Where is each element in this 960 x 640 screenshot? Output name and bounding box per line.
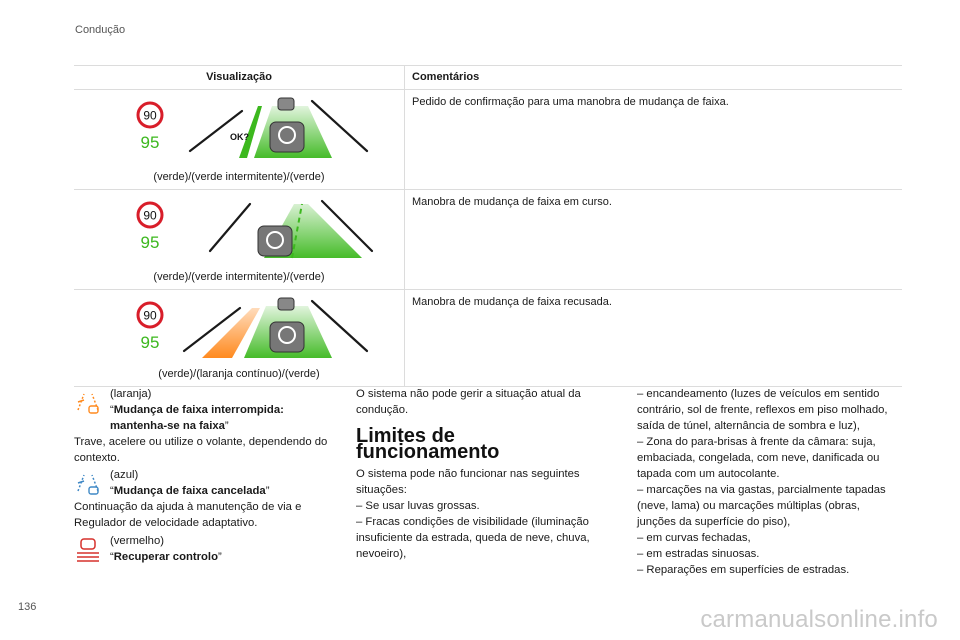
section-header: Condução [75, 24, 126, 36]
comment-text: Pedido de confirmação para uma manobra de mudança de faixa. [412, 96, 729, 108]
display-caption: (verde)/(verde intermitente)/(verde) [153, 271, 325, 283]
display-table [74, 65, 902, 387]
current-speed-value: 95 [140, 133, 160, 152]
alert-title: “Mudança de faixa cancelada” [110, 485, 270, 497]
table-row [74, 89, 902, 189]
alert-item [74, 467, 336, 499]
lane-change-confirm-illustration [132, 96, 422, 166]
display-caption: (verde)/(laranja contínuo)/(verde) [158, 368, 320, 380]
alert-title-text: Mudança de faixa interrompida: mantenha-se na faixa [110, 404, 284, 432]
current-speed-value: 95 [140, 333, 160, 352]
take-control-red-icon [74, 535, 102, 563]
current-speed-value: 95 [140, 233, 160, 252]
list-item: – Se usar luvas grossas. [356, 500, 480, 512]
list-item: – Fracas condições de visibilidade (iluminação insuficiente da estrada, queda de neve, chuva, nevoeiro), [356, 516, 590, 560]
alert-item [74, 533, 336, 565]
list-item: – Reparações em superfícies de estradas. [637, 564, 850, 576]
alert-title: “Mudança de faixa interrompida: mantenha-se na faixa” [110, 404, 284, 432]
speed-limit-value: 90 [143, 308, 157, 323]
column-header-display: Visualização [206, 71, 272, 83]
page-number: 136 [18, 601, 37, 613]
alert-color-label: (vermelho) [110, 535, 164, 547]
alert-title-text: Recuperar controlo [113, 551, 218, 563]
alerts-column [74, 386, 336, 565]
table-row [74, 189, 902, 289]
table-row [74, 289, 902, 387]
lane-assist-orange-icon [74, 388, 102, 416]
display-cell [74, 190, 404, 289]
lane-change-refused-illustration [132, 296, 422, 366]
column-header-comments: Comentários [412, 71, 480, 83]
alert-color-label: (azul) [110, 469, 139, 481]
right-column [637, 386, 899, 578]
list-item: – Zona do para-brisas à frente da câmara: suja, embaciada, congelada, com neve, danificada ou tapada com um autocolante. [637, 436, 880, 480]
lane-change-in-progress-illustration [132, 196, 422, 266]
watermark: carmanualsonline.info [700, 606, 938, 633]
list-item: – em estradas sinuosas. [637, 548, 760, 560]
comment-text: Manobra de mudança de faixa recusada. [412, 296, 612, 308]
lead-text: O sistema pode não funcionar nas seguintes situações: [356, 468, 580, 496]
alert-title: “Recuperar controlo” [110, 551, 222, 563]
speed-limit-value: 90 [143, 108, 157, 123]
comment-text: Manobra de mudança de faixa em curso. [412, 196, 612, 208]
list-item: – encandeamento (luzes de veículos em sentido contrário, sol de frente, reflexos em piso molhado, saída de túnel, alternância de sombra e luz), [637, 388, 888, 432]
ok-prompt-label: OK? [230, 132, 249, 142]
list-item: – marcações na via gastas, parcialmente tapadas (neve, lama) ou marcações múltiplas (obras, junções da superfície do piso), [637, 484, 886, 528]
display-cell [74, 290, 404, 386]
intro-text: O sistema não pode gerir a situação atual da condução. [356, 388, 581, 416]
list-item: – em curvas fechadas, [637, 532, 751, 544]
section-heading: Limites de funcionamento [356, 425, 500, 463]
table-header-row [74, 65, 902, 89]
speed-limit-value: 90 [143, 208, 157, 223]
middle-column [356, 386, 596, 562]
display-cell [74, 90, 404, 189]
alert-title-text: Mudança de faixa cancelada [113, 485, 266, 497]
display-caption: (verde)/(verde intermitente)/(verde) [153, 171, 325, 183]
alert-item [74, 386, 336, 402]
alert-body: Trave, acelere ou utilize o volante, dependendo do contexto. [74, 436, 328, 464]
alert-body: Continuação da ajuda à manutenção de via e Regulador de velocidade adaptativo. [74, 501, 302, 529]
alert-color-label: (laranja) [110, 388, 152, 400]
lane-assist-blue-icon [74, 469, 102, 497]
